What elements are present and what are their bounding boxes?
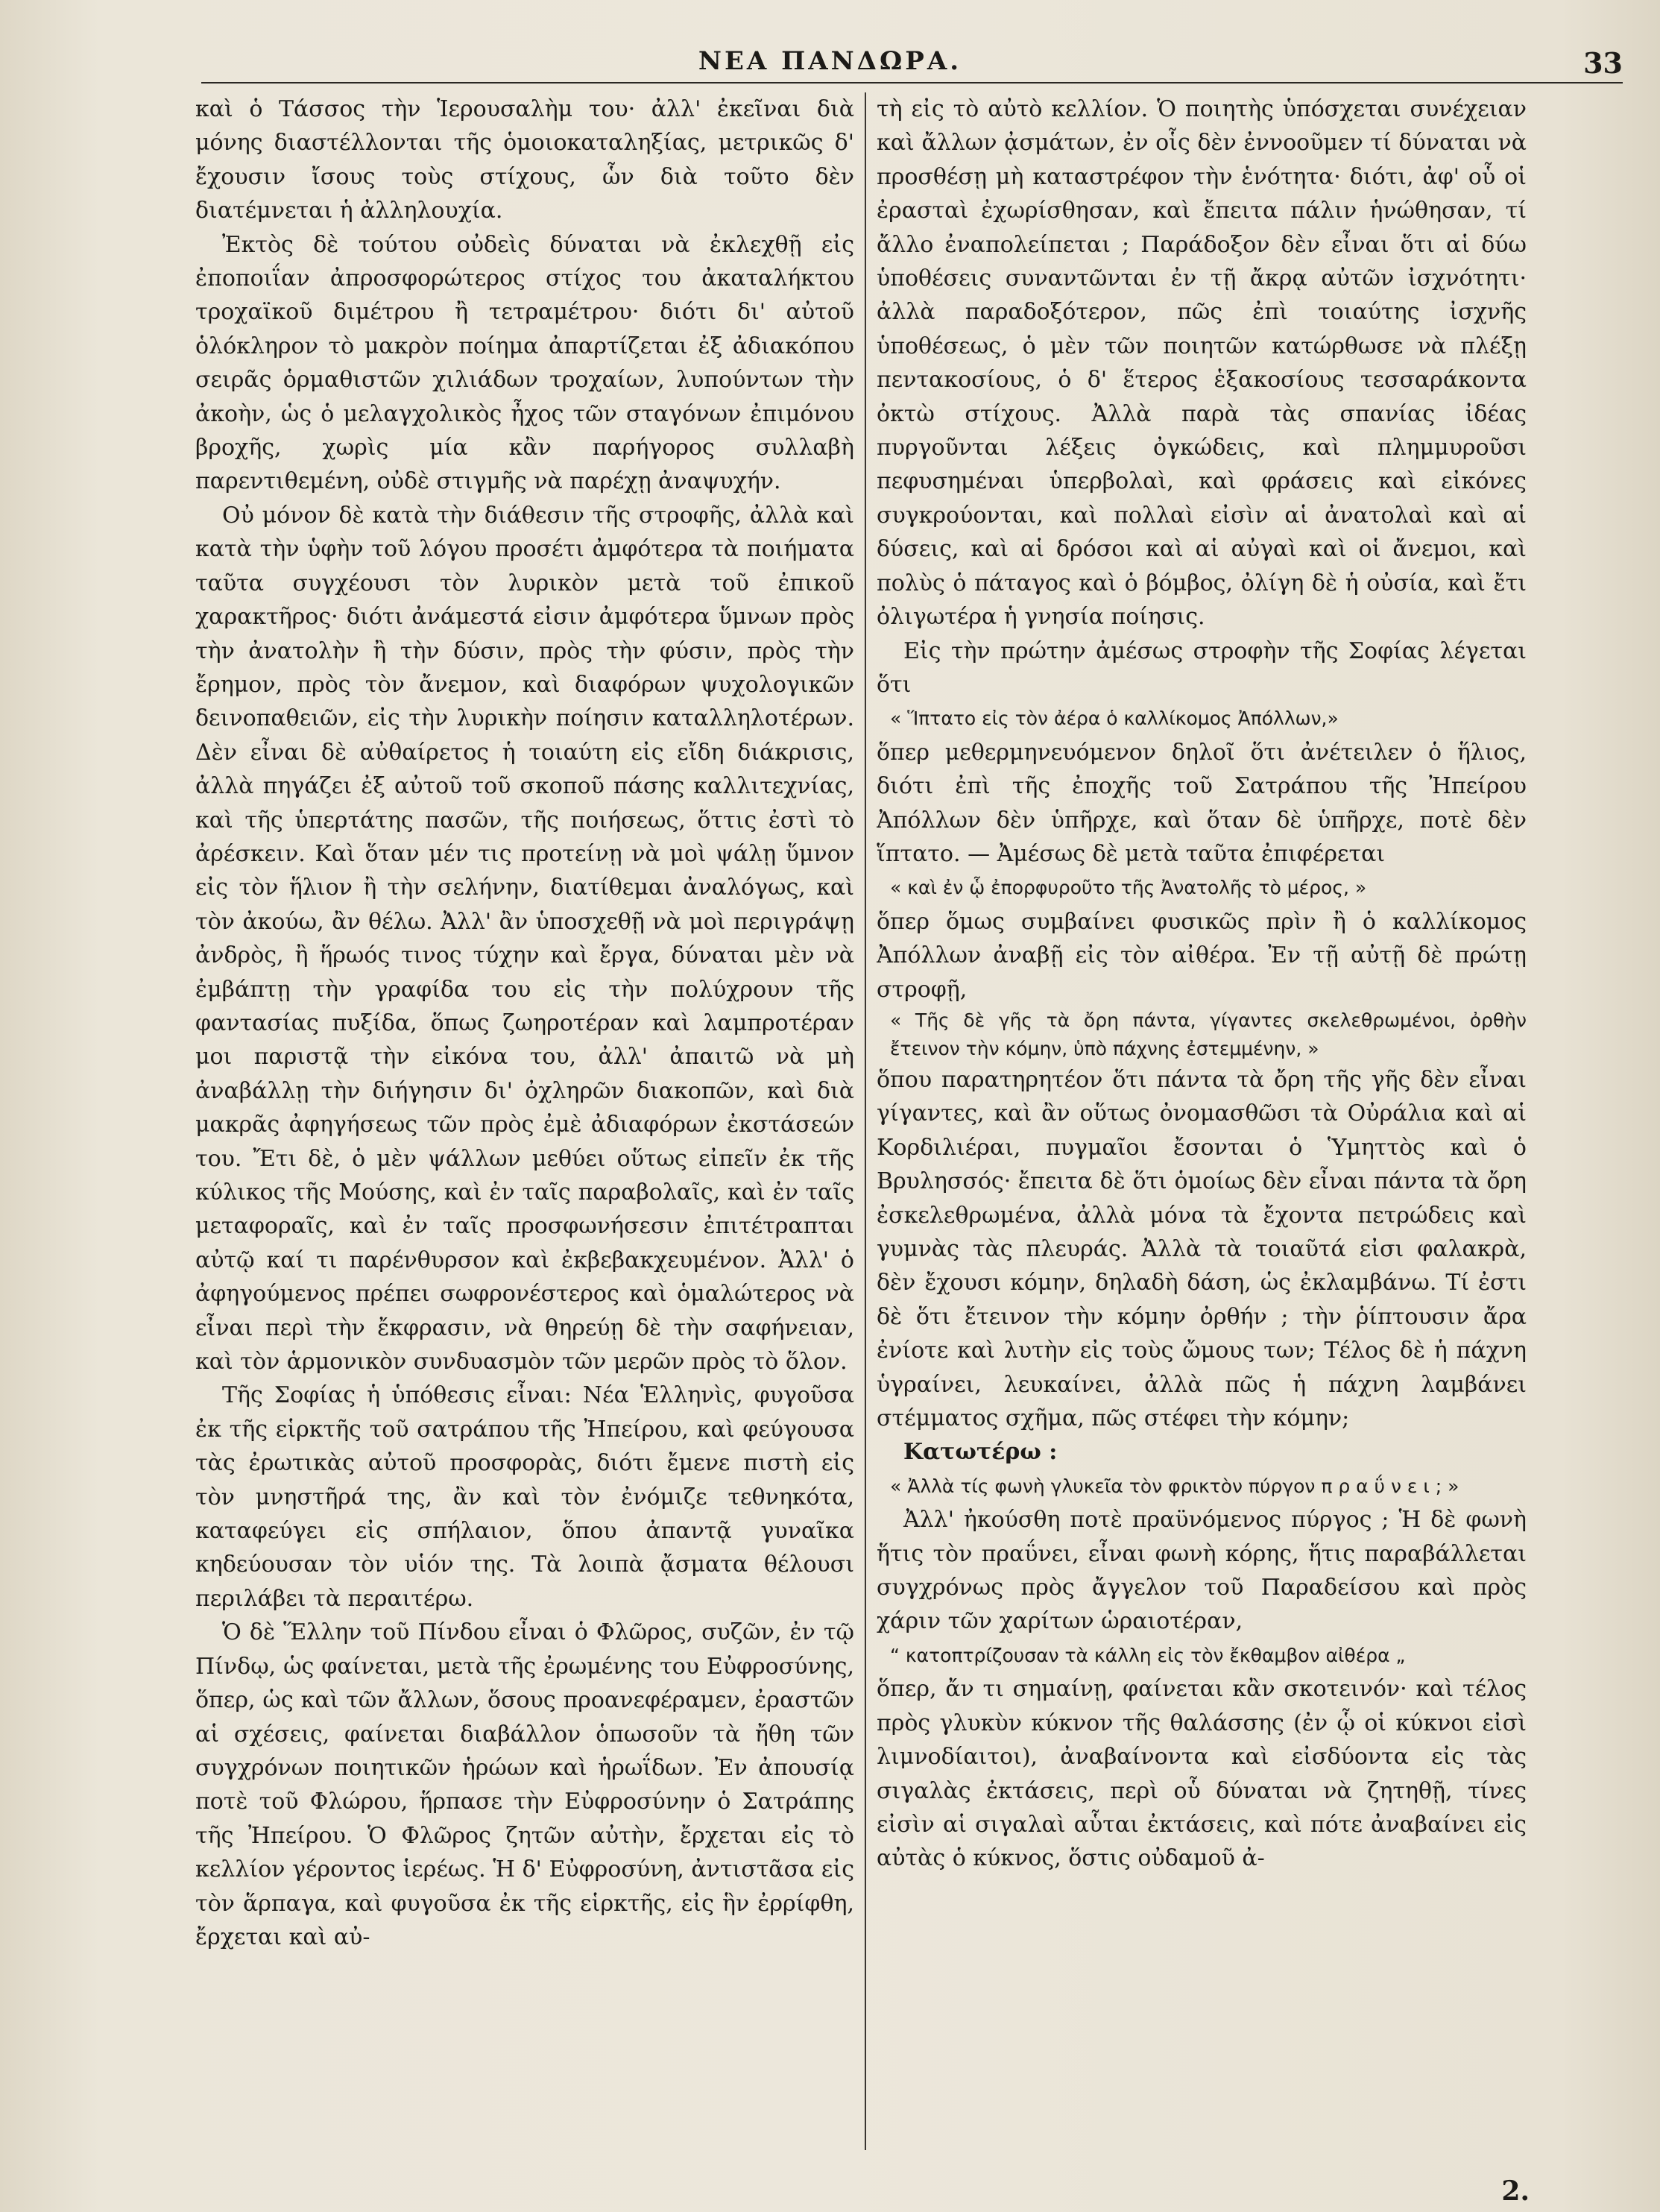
paragraph: ὅπερ μεθερμηνευόμενον δηλοῖ ὅτι ἀνέτειλεν ὁ ἥλιος, διότι ἐπὶ τῆς ἐποχῆς τοῦ Σατράπου τῆς Ἠπείρου Ἀπόλλων δὲν ὑπῆρχε, καὶ ὅταν δὲ ὑπῆρχε, ποτὲ δὲν ἵπτατο. — Ἀμέσως δὲ μετὰ ταῦτα ἐπιφέρεται: [877, 739, 1527, 867]
paragraph: Ἐκτὸς δὲ τούτου οὐδεὶς δύναται νὰ ἐκλεχθῇ εἰς ἐποποιΐαν ἀπροσφορώτερος στίχος του ἀκαταλήκτου τροχαϊκοῦ διμέτρου ἢ τετραμέτρου· διότι δι' αὐτοῦ ὁλόκληρον τὸ μακρὸν ποίημα ἀπαρτίζεται ἐξ ἀδιακόπου σειρᾶς ὁρμαθιστῶν χιλιάδων τροχαίων, λυπούντων τὴν ἀκοὴν, ὡς ὁ μελαγχολικὸς ἦχος τῶν σταγόνων ἐπιμόνου βροχῆς, χωρὶς μία κἂν παρήγορος συλλαβὴ παρεντιθεμένη, οὐδὲ στιγμῆς νὰ παρέχῃ ἀναψυχήν.: [195, 231, 854, 495]
subheading: Κατωτέρω :: [903, 1439, 1058, 1466]
paragraph: καὶ ὁ Τάσσος τὴν Ἱερουσαλὴμ του· ἀλλ' ἐκεῖναι διὰ μόνης διαστέλλονται τῆς ὁμοιοκαταληξίας, μετρικῶς δ' ἔχουσιν ἴσους τοὺς στίχους, ὧν διὰ τοῦτο δὲν διατέμνεται ἡ ἀλληλουχία.: [195, 96, 854, 224]
page-number: 33: [1583, 46, 1623, 80]
paragraph: ὅπερ ὅμως συμβαίνει φυσικῶς πρὶν ἢ ὁ καλλίκομος Ἀπόλλων ἀναβῇ εἰς τὸν αἰθέρα. Ἐν τῇ αὐτῇ δὲ πρώτῃ στροφῇ,: [877, 908, 1527, 1003]
column-divider: [865, 92, 866, 2150]
paragraph: Ὁ δὲ Ἕλλην τοῦ Πίνδου εἶναι ὁ Φλῶρος, συζῶν, ἐν τῷ Πίνδῳ, ὡς φαίνεται, μετὰ τῆς ἐρωμένης του Εὐφροσύνης, ὅπερ, ὡς καὶ τῶν ἄλλων, ὅσους προανεφέραμεν, ἐραστῶν αἱ σχέσεις, φαίνεται διαβάλλον ὁπωσοῦν τὰ ἤθη τῶν συγχρόνων ποιητικῶν ἡρώων καὶ ἡρωΐδων. Ἐν ἀπουσίᾳ ποτὲ τοῦ Φλώρου, ἥρπασε τὴν Εὐφροσύνην ὁ Σατράπης τῆς Ἠπείρου. Ὁ Φλῶρος ζητῶν αὐτὴν, ἔρχεται εἰς τὸ κελλίον γέροντος ἱερέως. Ἡ δ' Εὐφροσύνη, ἀντιστᾶσα εἰς τὸν ἅρπαγα, καὶ φυγοῦσα ἐκ τῆς εἱρκτῆς, εἰς ἣν ἐρρίφθη, ἔρχεται καὶ αὐ-: [195, 1619, 854, 1950]
left-column: [195, 92, 854, 2150]
paragraph: ὅπερ, ἄν τι σημαίνῃ, φαίνεται κἂν σκοτεινόν· καὶ τέλος πρὸς γλυκὺν κύκνον τῆς θαλάσσης (ἐν ᾧ οἱ κύκνοι εἰσὶ λιμνοδίαιτοι), ἀναβαίνοντα καὶ εἰσδύοντα εἰς τὰς σιγαλὰς ἐκτάσεις, περὶ οὗ δύναται νὰ ζητηθῇ, τίνες εἰσὶν αἱ σιγαλαὶ αὗται ἐκτάσεις, καὶ πότε ἀναβαίνει εἰς αὐτὰς ὁ κύκνος, ὅστις οὐδαμοῦ ἀ-: [877, 1676, 1527, 1872]
paragraph: Ἀλλ' ἠκούσθη ποτὲ πραϋνόμενος πύργος ; Ἡ δὲ φωνὴ ἥτις τὸν πραΰνει, εἶναι φωνὴ κόρης, ἥτις παραβάλλεται συγχρόνως πρὸς ἄγγελον τοῦ Παραδείσου καὶ πρὸς χάριν τῶν χαρίτων ὡραιοτέραν,: [877, 1507, 1527, 1635]
paragraph: Εἰς τὴν πρώτην ἀμέσως στροφὴν τῆς Σοφίας λέγεται ὅτι: [877, 637, 1527, 698]
page-header: [0, 39, 1660, 83]
running-title: ΝΕΑ ΠΑΝΔΩΡΑ.: [698, 46, 962, 76]
verse-quote: « Τῆς δὲ γῆς τὰ ὄρη πάντα, γίγαντες σκελεθρωμένοι, ὀρθὴν ἔτεινον τὴν κόμην, ὑπὸ πάχνης ἐστεμμένην, »: [890, 1009, 1527, 1059]
paragraph: τὴ εἰς τὸ αὐτὸ κελλίον. Ὁ ποιητὴς ὑπόσχεται συνέχειαν καὶ ἄλλων ᾀσμάτων, ἐν οἷς δὲν ἐννοοῦμεν τί δύναται νὰ προσθέσῃ μὴ καταστρέφον τὴν ἑνότητα· διότι, ἀφ' οὗ οἱ ἐρασταὶ ἐχωρίσθησαν, καὶ ἔπειτα πάλιν ἡνώθησαν, τί ἄλλο ἐναπολείπεται ; Παράδοξον δὲν εἶναι ὅτι αἱ δύω ὑποθέσεις συναντῶνται ἐν τῇ ἄκρᾳ αὐτῶν ἰσχνότητι· ἀλλὰ παραδοξότερον, πῶς ἐπὶ τοιαύτης ἰσχνῆς ὑποθέσεως, ὁ μὲν τῶν ποιητῶν κατώρθωσε νὰ πλέξῃ πεντακοσίους, ὁ δ' ἕτερος ἑξακοσίους τεσσαράκοντα ὀκτὼ στίχους. Ἀλλὰ παρὰ τὰς σπανίας ἰδέας πυργοῦνται λέξεις ὀγκώδεις, καὶ πλημμυροῦσι πεφυσημέναι ὑπερβολαὶ, καὶ φράσεις καὶ εἰκόνες συγκρούονται, καὶ πολλαὶ εἰσὶν αἱ ἀνατολαὶ καὶ αἱ δύσεις, καὶ αἱ δρόσοι καὶ αἱ αὐγαὶ καὶ οἱ ἄνεμοι, καὶ πολὺς ὁ πάταγος καὶ ὁ βόμβος, ὀλίγη δὲ ἡ οὐσία, καὶ ἔτι ὀλιγωτέρα ἡ γνησία ποίησις.: [877, 96, 1527, 631]
paragraph: Τῆς Σοφίας ἡ ὑπόθεσις εἶναι: Νέα Ἑλληνὶς, φυγοῦσα ἐκ τῆς εἱρκτῆς τοῦ σατράπου τῆς Ἠπείρου, καὶ φεύγουσα τὰς ἐρωτικὰς αὐτοῦ προσφορὰς, διότι ἔμενε πιστὴ εἰς τὸν μνηστῆρά της, ἂν καὶ τὸν ἐνόμιζε τεθνηκότα, καταφεύγει εἰς σπήλαιον, ὅπου ἀπαντᾷ γυναῖκα κηδεύουσαν τὸν υἱόν της. Τὰ λοιπὰ ᾄσματα θέλουσι περιλάβει τὰ περαιτέρω.: [195, 1382, 854, 1612]
paragraph: Οὐ μόνον δὲ κατὰ τὴν διάθεσιν τῆς στροφῆς, ἀλλὰ καὶ κατὰ τὴν ὑφὴν τοῦ λόγου προσέτι ἀμφότερα τὰ ποιήματα ταῦτα συγχέουσι τὸν λυρικὸν μετὰ τοῦ ἐπικοῦ χαρακτῆρος· διότι ἀνάμεστά εἰσιν ἀμφότερα ὕμνων πρὸς τὴν ἀνατολὴν ἢ τὴν δύσιν, πρὸς τὴν φύσιν, πρὸς τὴν ἔρημον, πρὸς τὸν ἄνεμον, καὶ διαφόρων ψυχολογικῶν δεινοπαθειῶν, εἰς τὴν λυρικὴν ποίησιν καταλληλοτέρων. Δὲν εἶναι δὲ αὐθαίρετος ἡ τοιαύτη εἰς εἴδη διάκρισις, ἀλλὰ πηγάζει ἐξ αὐτοῦ τοῦ σκοποῦ πάσης καλλιτεχνίας, καὶ τῆς ὑπερτάτης πασῶν, τῆς ποιήσεως, ὅττις ἐστὶ τὸ ἀρέσκειν. Καὶ ὅταν μέν τις προτείνῃ νὰ μοὶ ψάλῃ ὕμνον εἰς τὸν ἥλιον ἢ τὴν σελήνην, διατίθεμαι ἀναλόγως, καὶ τὸν ἀκούω, ἂν θέλω. Ἀλλ' ἂν ὑποσχεθῇ νὰ μοὶ περιγράψῃ ἀνδρὸς, ἢ ἥρωός τινος τύχην καὶ ἔργα, δύναται μὲν νὰ ἐμβάπτῃ τὴν γραφίδα του εἰς τὴν πολύχρουν τῆς φαντασίας πυξίδα, ὅπως ζωηροτέραν καὶ λαμπροτέραν μοι παριστᾷ τὴν εἰκόνα του, ἀλλ' ἀπαιτῶ νὰ μὴ ἀναβάλλῃ τὴν διήγησιν δι' ὀχληρῶν διακοπῶν, καὶ διὰ μακρᾶς ἀφηγήσεως τῶν πρὸς ἐμὲ ἀδιαφόρων ἐκστάσεών του. Ἔτι δὲ, ὁ μὲν ψάλλων μεθύει οὕτως εἰπεῖν ἐκ τῆς κύλικος τῆς Μούσης, καὶ ἐν ταῖς παραβολαῖς, καὶ ἐν ταῖς μεταφοραῖς, καὶ ἐν ταῖς προσφωνήσεσιν ἐπιτέτραπται αὐτῷ καί τι παρένθυρσον καὶ ἐκβεβακχευμένον. Ἀλλ' ὁ ἀφηγούμενος πρέπει σωφρονέστερος καὶ ὁμαλώτερος νὰ εἶναι περὶ τὴν ἔκφρασιν, νὰ θηρεύῃ δὲ τὴν σαφήνειαν, καὶ τὸν ἁρμονικὸν συνδυασμὸν τῶν μερῶν πρὸς τὸ ὅλον.: [195, 502, 854, 1376]
signature-mark: 2.: [1501, 2175, 1530, 2207]
verse-quote: « Ἀλλὰ τίς φωνὴ γλυκεῖα τὸν φρικτὸν πύργον π ρ α ΰ ν ε ι ; »: [890, 1475, 1459, 1497]
paragraph: ὅπου παρατηρητέον ὅτι πάντα τὰ ὄρη τῆς γῆς δὲν εἶναι γίγαντες, καὶ ἂν οὕτως ὀνομασθῶσι τὰ Οὐράλια καὶ αἱ Κορδιλιέραι, πυγμαῖοι ἔσονται ὁ Ὑμηττὸς καὶ ὁ Βρυλησσός· ἔπειτα δὲ ὅτι ὁμοίως δὲν εἶναι πάντα τὰ ὄρη ἐσκελεθρωμένα, ἀλλὰ μόνα τὰ ἔχοντα πετρώδεις καὶ γυμνὰς τὰς πλευράς. Ἀλλὰ τὰ τοιαῦτά εἰσι φαλακρὰ, δὲν ἔχουσι κόμην, δηλαδὴ δάση, ὡς ἐκλαμβάνω. Τί ἐστι δὲ ὅτι ἔτεινον τὴν κόμην ὀρθήν ; τὴν ῥίπτουσιν ἄρα ἐνίοτε καὶ λυτὴν εἰς τοὺς ὤμους των; Τέλος δὲ ἡ πάχνη ὑγραίνει, λευκαίνει, ἀλλὰ πῶς ἡ πάχνη λαμβάνει στέμματος σχῆμα, πῶς στέφει τὴν κόμην;: [877, 1066, 1527, 1432]
header-rule: [201, 82, 1623, 83]
verse-quote: « καὶ ἐν ᾧ ἐπορφυροῦτο τῆς Ἀνατολῆς τὸ μέρος, »: [890, 877, 1367, 899]
verse-quote: “ κατοπτρίζουσαν τὰ κάλλη εἰς τὸν ἔκθαμβον αἰθέρα „: [890, 1644, 1406, 1666]
right-column: [877, 92, 1527, 2150]
verse-quote: « Ἵπτατο εἰς τὸν ἀέρα ὁ καλλίκομος Ἀπόλλων,»: [890, 708, 1339, 730]
